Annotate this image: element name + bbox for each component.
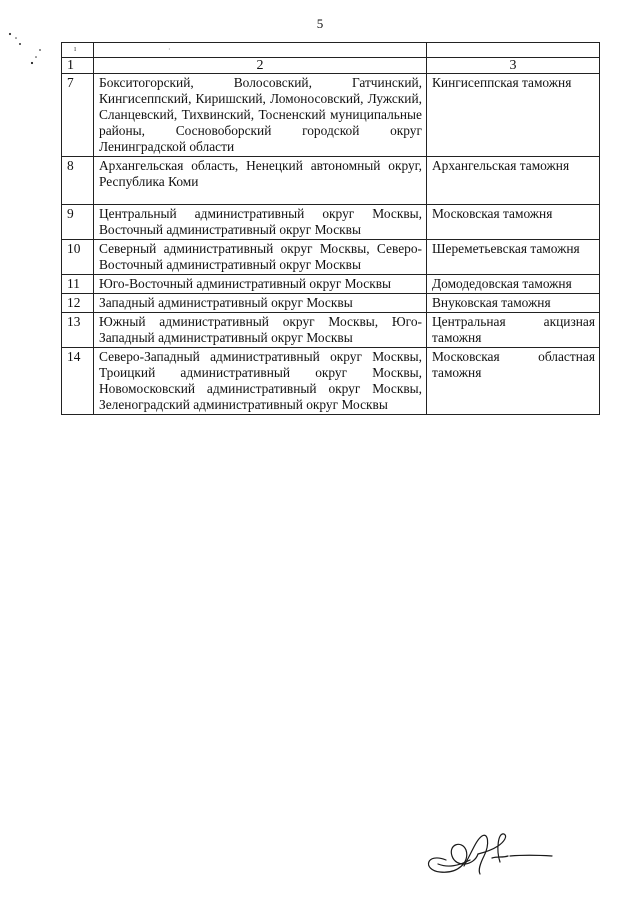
customs-cell: Шереметьевская таможня [427,240,600,275]
territory-cell: Юго-Восточный административный округ Москвы [94,275,427,294]
row-number: 8 [62,157,94,205]
signature [418,822,558,882]
table-row [62,313,600,348]
page-number: 5 [316,16,324,31]
table-row [62,157,600,205]
customs-cell: Московская областная таможня [427,348,600,415]
table-body [62,43,600,415]
table-row [62,240,600,275]
customs-cell: Центральная акцизная таможня [427,313,600,348]
customs-cell: Внуковская таможня [427,294,600,313]
table-row [62,348,600,415]
territory-cell: Южный административный округ Москвы, Юго-Западный административный округ Москвы [94,313,427,348]
row-number: 9 [62,205,94,240]
row-number: 13 [62,313,94,348]
territory-cell: Северо-Западный административный округ Москвы, Троицкий административный округ Москвы, Новомосковский административный округ Москвы, Зеленоградский административный округ Москвы [94,348,427,415]
row-number: 7 [62,74,94,157]
column-number-row [62,58,600,74]
territory-cell: Архангельская область, Ненецкий автономный округ, Республика Коми [94,157,427,205]
column-number-1: 1 [62,58,94,74]
territory-cell: Северный административный округ Москвы, Северо-Восточный административный округ Москвы [94,240,427,275]
table-row [62,74,600,157]
customs-cell: Московская таможня [427,205,600,240]
scan-specks [6,28,56,68]
row-number: 11 [62,275,94,294]
table-row [62,205,600,240]
table-row [62,275,600,294]
blank-cell: ı [62,43,94,58]
blank-cell: · [94,43,427,58]
column-number-3: 3 [427,58,600,74]
customs-cell: Архангельская таможня [427,157,600,205]
customs-cell: Домодедовская таможня [427,275,600,294]
customs-table [61,42,600,415]
table-row [62,294,600,313]
row-number: 14 [62,348,94,415]
territory-cell: Центральный административный округ Москвы, Восточный административный округ Москвы [94,205,427,240]
row-number: 10 [62,240,94,275]
blank-top-row [62,43,600,58]
blank-cell [427,43,600,58]
territory-cell: Бокситогорский, Волосовский, Гатчинский, Кингисеппский, Киришский, Ломоносовский, Лужский, Сланцевский, Тихвинский, Тосненский муниципальные районы, Сосновоборский городской округ Ленинградской области [94,74,427,157]
customs-cell: Кингисеппская таможня [427,74,600,157]
territory-cell: Западный административный округ Москвы [94,294,427,313]
column-number-2: 2 [94,58,427,74]
row-number: 12 [62,294,94,313]
